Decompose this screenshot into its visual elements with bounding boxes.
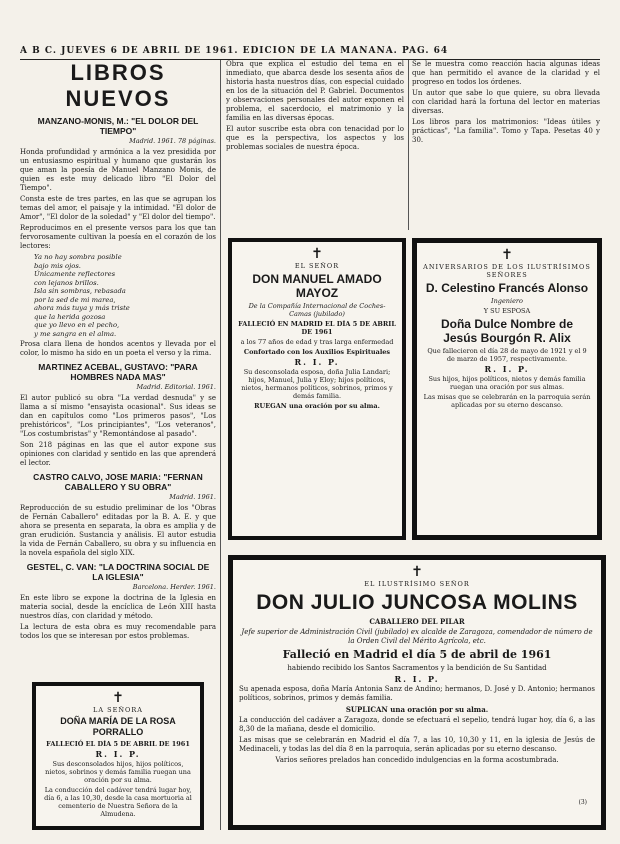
- connector-text: Y SU ESPOSA: [483, 307, 531, 315]
- article-meta: Madrid. 1961.: [169, 493, 216, 501]
- age-line: a los 77 años de edad y tras larga enfermedad: [240, 338, 394, 346]
- rip-mark: R. I. P.: [95, 749, 141, 759]
- article-paragraph: Son 218 páginas en las que el autor expone sus opiniones con claridad y sentido en las que aprenderá el lector.: [20, 441, 216, 467]
- deceased-role: De la Compañía Internacional de Coches-Camas (jubilado): [248, 302, 386, 318]
- poem-line: ahora más tuya y más triste: [34, 304, 130, 312]
- cross-icon: ✝: [311, 246, 323, 262]
- article-paragraph: En este libro se expone la doctrina de la Iglesia en materia social, desde la encíclica de León XIII hasta nuestros días, con claridad y método.: [20, 594, 216, 620]
- family-line: Sus desconsolados hijos, hijos políticos, nietos, sobrinos y demás familia ruegan una oración por su alma.: [45, 760, 191, 784]
- article-paragraph: Reproducción de su estudio preliminar de los "Obras de Fernán Caballero" editadas por la B. A. E. y que ahora se presenta en separata, la obra es amplia y de gran erudición. Sustancia y análisis. El autor estudia la vida de Fernán Caballero, su obra y su influencia en la novela española del siglo XIX.: [20, 504, 216, 557]
- section-title: LIBROS NUEVOS: [65, 60, 171, 111]
- rip-mark: R. I. P.: [294, 357, 340, 367]
- deceased-name: DON JULIO JUNCOSA MOLINS: [256, 591, 578, 614]
- mass-line: Las misas que se celebrarán en la parroquia serán aplicadas por su eterno descanso.: [423, 393, 591, 409]
- rip-mark: R. I. P.: [484, 364, 530, 374]
- article-paragraph: Reproducimos en el presente versos para los que tan fervorosamente cultivan la poesía en el corazón de los lectores:: [20, 224, 216, 250]
- death-notice: FALLECIÓ EN MADRID EL DÍA 5 DE ABRIL DE 1961: [238, 320, 396, 336]
- procession-line: La conducción del cadáver tendrá lugar hoy, día 6, a las 10,30, desde la casa mortuoria al cementerio de Nuestra Señora de la Almudena.: [44, 786, 192, 818]
- death-notice: FALLECIÓ EL DÍA 5 DE ABRIL DE 1961: [46, 740, 190, 748]
- deceased-role: Jefe superior de Administración Civil (jubilado) ex alcalde de Zaragoza, comendador de número de la Orden Civil del Mérito Agrícola, etc.: [241, 628, 593, 645]
- column-paragraph: El autor suscribe esta obra con tenacidad por lo que es la perspectiva, los aspectos y los problemas sociales de nuestra época.: [226, 125, 404, 151]
- book-reviews-column: [20, 60, 216, 680]
- poem-line: Isla sin sombras, rebasada: [34, 287, 126, 295]
- article-paragraph: Consta este de tres partes, en las que se agrupan los temas del amor, el paisaje y la intimidad. "El dolor de Amor", "El dolor de la soledad" y "El dolor del tiempo".: [20, 195, 216, 221]
- text-column-2: [226, 60, 404, 230]
- request-line: RUEGAN una oración por su alma.: [254, 402, 380, 410]
- column-paragraph: Un autor que sabe lo que quiere, su obra llevada con claridad hará la fortuna del lector en materias diversas.: [412, 89, 600, 115]
- obituary-label: ANIVERSARIOS DE LOS ILUSTRÍSIMOS SEÑORES: [423, 263, 591, 279]
- sacraments-line: Confortado con los Auxilios Espirituales: [243, 348, 391, 356]
- poem-line: Únicamente reflectores: [34, 270, 116, 278]
- poem-line: bajo mis ojos.: [34, 261, 81, 270]
- article-meta: Barcelona. Herder. 1961.: [132, 583, 216, 591]
- poem-line: y me sangra en el alma.: [34, 329, 117, 338]
- death-notice: Falleció en Madrid el día 5 de abril de 1961: [282, 648, 552, 661]
- deceased-title: CABALLERO DEL PILAR: [369, 617, 465, 626]
- column-paragraph: Se le muestra como reacción hacia algunas ideas que han permitido el avance de la claridad y el progreso en todos los órdenes.: [412, 60, 600, 86]
- deceased-name: DOÑA MARÍA DE LA ROSA PORRALLO: [60, 716, 176, 737]
- obituary-anniversary-frances: [412, 238, 602, 540]
- column-divider: [408, 60, 409, 230]
- poem-line: por la sed de mi marea,: [34, 295, 116, 304]
- obituary-label: LA SEÑORA: [93, 706, 143, 714]
- article-4: [20, 562, 216, 641]
- sacraments-line: habiendo recibido los Santos Sacramentos y la bendición de Su Santidad: [287, 664, 547, 672]
- poem-line: con lejanos brillos.: [34, 278, 99, 287]
- indulgences-line: Varios señores prelados han concedido indulgencias en la forma acostumbrada.: [275, 756, 559, 764]
- deceased-name: DON MANUEL AMADO MAYOZ: [252, 272, 382, 300]
- poem-line: que yo llevo en el pecho,: [34, 321, 120, 329]
- obituary-manuel-amado: [228, 238, 406, 540]
- article-1: [20, 116, 216, 358]
- article-meta: Madrid. 1961. 78 páginas.: [129, 137, 216, 145]
- family-line: Su apenada esposa, doña María Antonia Sanz de Andino; hermanos, D. José y D. Antonio; hermanos políticos, sobrinos, primos y demás familia.: [239, 685, 595, 702]
- deceased-name-2: Doña Dulce Nombre de Jesús Bourgón R. Alix: [440, 317, 574, 345]
- obituary-julio-juncosa: [228, 555, 606, 830]
- poem: [20, 253, 216, 338]
- article-title: CASTRO CALVO, JOSE MARIA: "FERNAN CABALLERO Y SU OBRA": [33, 472, 203, 492]
- article-paragraph: El autor publicó su obra "La verdad desnuda" y se llama a sí mismo "ensayista ocasional". Sus ideas se dan en capítulos como "Los primeros pasos", "Los prehistóricos", "Los principiantes", "Los veteranos", "Los costumbristas" y "Remontándose al pasado".: [20, 394, 216, 438]
- column-divider: [220, 60, 221, 830]
- article-paragraph: La lectura de esta obra es muy recomendable para todos los que se interesan por estos problemas.: [20, 623, 216, 640]
- mass-line: Las misas que se celebrarán en Madrid el día 7, a las 10, 10,30 y 11, en la iglesia de Jesús de Medinaceli, y todas las del día 8 en la parroquia, serán aplicadas por su eterno descanso.: [239, 736, 595, 753]
- obituary-label: EL SEÑOR: [294, 262, 340, 270]
- article-title: MANZANO-MONIS, M.: "EL DOLOR DEL TIEMPO": [37, 116, 199, 136]
- article-title: MARTINEZ ACEBAL, GUSTAVO: "PARA HOMBRES NADA MAS": [38, 362, 198, 382]
- cross-icon: ✝: [501, 247, 513, 263]
- rip-mark: R. I. P.: [394, 674, 440, 684]
- request-line: SUPLICAN una oración por su alma.: [345, 705, 489, 714]
- page-header: A B C. JUEVES 6 DE ABRIL DE 1961. EDICION DE LA MAÑANA. PAG. 64: [20, 46, 600, 60]
- cross-icon: ✝: [411, 564, 423, 580]
- obituary-label: EL ILUSTRÍSIMO SEÑOR: [364, 580, 470, 588]
- cross-icon: ✝: [112, 690, 124, 706]
- column-paragraph: Los libros para los matrimonios: "Ideas útiles y prácticas", "La familia". Tomo y Tapa. Pesetas 40 y 30.: [412, 118, 600, 144]
- death-dates: Que fallecieron el día 28 de mayo de 1921 y el 9 de marzo de 1957, respectivamente.: [427, 347, 587, 363]
- footnote-mark: (3): [578, 799, 587, 806]
- family-line: Sus hijos, hijos políticos, nietos y demás familia ruegan una oración por sus almas.: [428, 375, 586, 391]
- article-2: [20, 362, 216, 468]
- obituary-maria-rosa: [32, 682, 204, 830]
- column-paragraph: Obra que explica el estudio del tema en el inmediato, que abarca desde los sesenta años de historia hasta nuestros días, con especial cuidado en los de la situación del P. Gabriel. Documentos y observaciones personales del autor exponen el problema, el sacerdocio, el matrimonio y la familia en las diversas épocas.: [226, 60, 404, 122]
- article-paragraph: Honda profundidad y armónica a la vez presidida por un entusiasmo espiritual y humano que gustarán los que aman la poesía de Manuel Manzano Monis, de quien es este muy delicado libro "El Dolor del Tiempo".: [20, 148, 216, 192]
- family-line: Su desconsolada esposa, doña Julia Landari; hijos, Manuel, Julia y Eloy; hijos políticos, nietos, hermanos políticos, sobrinos, primos y demás familia.: [241, 368, 393, 400]
- procession-line: La conducción del cadáver a Zaragoza, donde se efectuará el sepelio, tendrá lugar hoy, día 6, a las 8,30 de la mañana, desde el domicilio.: [239, 716, 595, 733]
- article-3: [20, 472, 216, 558]
- article-title: GESTEL, C. VAN: "LA DOCTRINA SOCIAL DE LA IGLESIA": [26, 562, 210, 582]
- deceased-subtitle: Ingeniero: [491, 297, 523, 305]
- poem-line: Ya no hay sombra posible: [34, 253, 122, 261]
- poem-line: que la herida gozosa: [34, 312, 106, 321]
- article-paragraph: Prosa clara llena de hondos acentos y llevada por el color, lo mismo ha sido en un poeta el verso y la rima.: [20, 340, 216, 357]
- deceased-name-1: D. Celestino Francés Alonso: [425, 281, 589, 295]
- text-column-3: [412, 60, 600, 230]
- article-meta: Madrid. Editorial. 1961.: [136, 383, 216, 391]
